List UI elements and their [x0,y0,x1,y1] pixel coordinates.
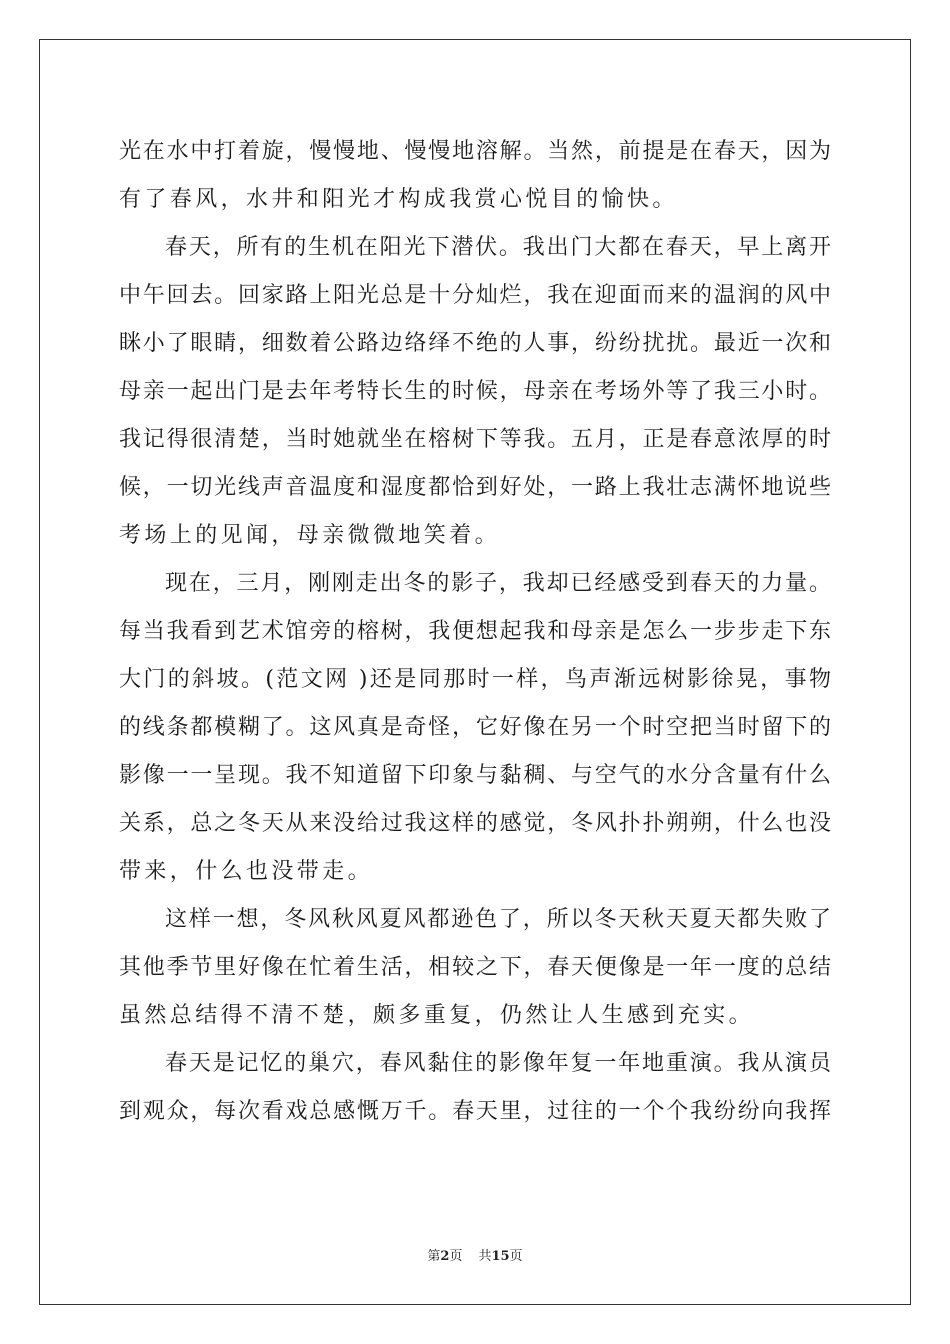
text-line: 其他季节里好像在忙着生活，相较之下，春天便像是一年一度的总结 [119,955,831,980]
page-number: 2 [440,1249,450,1264]
text-line: 带来，什么也没带走。 [119,859,374,884]
page-footer [0,1245,950,1264]
text-line: 大门的斜坡。(范文网 )还是同那时一样，鸟声渐远树影徐晃，事物 [119,667,831,692]
total-pages: 15 [491,1249,510,1264]
text-line: 每当我看到艺术馆旁的榕树，我便想起我和母亲是怎么一步步走下东 [119,619,831,644]
paragraph-first-line: 春天，所有的生机在阳光下潜伏。我出门大都在春天，早上离开 [165,235,831,260]
paragraph-first-line: 春天是记忆的巢穴，春风黏住的影像年复一年地重演。我从演员 [165,1051,831,1076]
text-line: 光在水中打着旋，慢慢地、慢慢地溶解。当然，前提是在春天，因为 [119,139,831,164]
total-suffix: 页 [509,1249,523,1264]
paragraph-first-line: 这样一想，冬风秋风夏风都逊色了，所以冬天秋天夏天都失败了 [165,907,831,932]
paragraph-first-line: 现在，三月，刚刚走出冬的影子，我却已经感受到春天的力量。 [165,571,831,596]
text-line: 考场上的见闻，母亲微微地笑着。 [119,523,501,548]
text-line: 有了春风，水井和阳光才构成我赏心悦目的愉快。 [119,187,678,212]
text-line: 母亲一起出门是去年考特长生的时候，母亲在考场外等了我三小时。 [119,379,831,404]
page-prefix: 第 [427,1249,441,1264]
text-line: 虽然总结得不清不楚，颇多重复，仍然让人生感到充实。 [119,1003,755,1028]
page-suffix: 页 [449,1249,463,1264]
text-line: 我记得很清楚，当时她就坐在榕树下等我。五月，正是春意浓厚的时 [119,427,831,452]
total-prefix: 共 [478,1249,492,1264]
text-line: 关系，总之冬天从来没给过我这样的感觉，冬风扑扑朔朔，什么也没 [119,811,831,836]
text-line: 候，一切光线声音温度和湿度都恰到好处，一路上我壮志满怀地说些 [119,475,831,500]
text-line: 眯小了眼睛，细数着公路边络绎不绝的人事，纷纷扰扰。最近一次和 [119,331,831,356]
text-line: 中午回去。回家路上阳光总是十分灿烂，我在迎面而来的温润的风中 [119,283,831,308]
text-line: 影像一一呈现。我不知道留下印象与黏稠、与空气的水分含量有什么 [119,763,831,788]
text-line: 的线条都模糊了。这风真是奇怪，它好像在另一个时空把当时留下的 [119,715,831,740]
text-line: 到观众，每次看戏总感慨万千。春天里，过往的一个个我纷纷向我挥 [119,1099,831,1124]
document-body [119,128,831,1136]
